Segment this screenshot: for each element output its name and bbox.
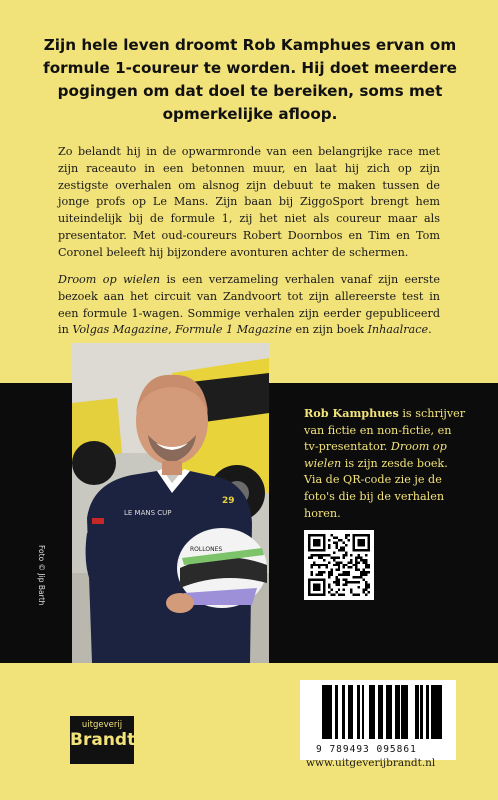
magazine-title-2: Formule 1 Magazine: [175, 323, 292, 337]
author-photo-illustration: [72, 343, 269, 663]
photo-credit: Foto © Jip Barth: [37, 545, 46, 606]
helmet-text: ROLLONES: [190, 546, 223, 553]
book-title: Droom op wielen: [58, 273, 161, 286]
intro-paragraph: Zo belandt hij in de opwarmronde van een belangrijke race met zijn raceauto in een betonnen muur, en laat hij zich op zijn zestigste overhalen om alsnog zijn debuut te maken tussen de jonge profs op Le Mans. Zijn baan bij ZiggoSport brengt hem uiteindelijk bij de formule 1, zij het niet als coureur maar als presentator. Met oud-coureurs Robert Doornbos en Tim en Tom Coronel beleeft hij bijzondere avonturen achter de schermen.: [58, 145, 440, 259]
isbn-number: 9 789493 095861: [316, 744, 417, 755]
magazine-title-1: Volgas Magazine: [72, 323, 169, 337]
headline: Zijn hele leven droomt Rob Kamphues ervan om formule 1-coureur te worden. Hij doet meerdere pogingen om dat doel te bereiken, soms met opmerkelijke afloop.: [43, 36, 457, 123]
publisher-website[interactable]: www.uitgeverijbrandt.nl: [306, 757, 436, 769]
qr-code-pattern: [308, 534, 370, 596]
publisher-logo-line2: Brandt: [70, 730, 136, 750]
car-number: 29: [222, 496, 235, 506]
collection-paragraph: Droom op wielen is een verzameling verhalen vanaf zijn eerste bezoek aan het circuit van Zandvoort tot zijn allereerste test in een formule 1-wagen. Sommige verhalen zijn eerder gepubliceerd in Volgas Magazine, Formule 1 Magazine en zijn boek Inhaalrace.: [58, 273, 440, 337]
barcode-bars: [316, 685, 448, 739]
author-bio: Rob Kamphues is schrijver van fictie en non-fictie, en tv-presentator. Droom op wielen is zijn zesde boek. Via de QR-code zie je de foto's die bij de verhalen horen.: [304, 406, 466, 520]
author-photo: [72, 343, 269, 663]
publisher-logo-line1: uitgeverij: [81, 720, 123, 730]
shirt-text: LE MANS CUP: [124, 509, 172, 517]
publisher-logo: [70, 716, 134, 764]
isbn-barcode: [300, 680, 456, 760]
author-name: Rob Kamphues: [304, 406, 399, 420]
earlier-book-title: Inhaalrace: [367, 323, 429, 337]
bio-book-title: Droom op wielen: [304, 440, 447, 470]
qr-code[interactable]: [304, 530, 374, 600]
